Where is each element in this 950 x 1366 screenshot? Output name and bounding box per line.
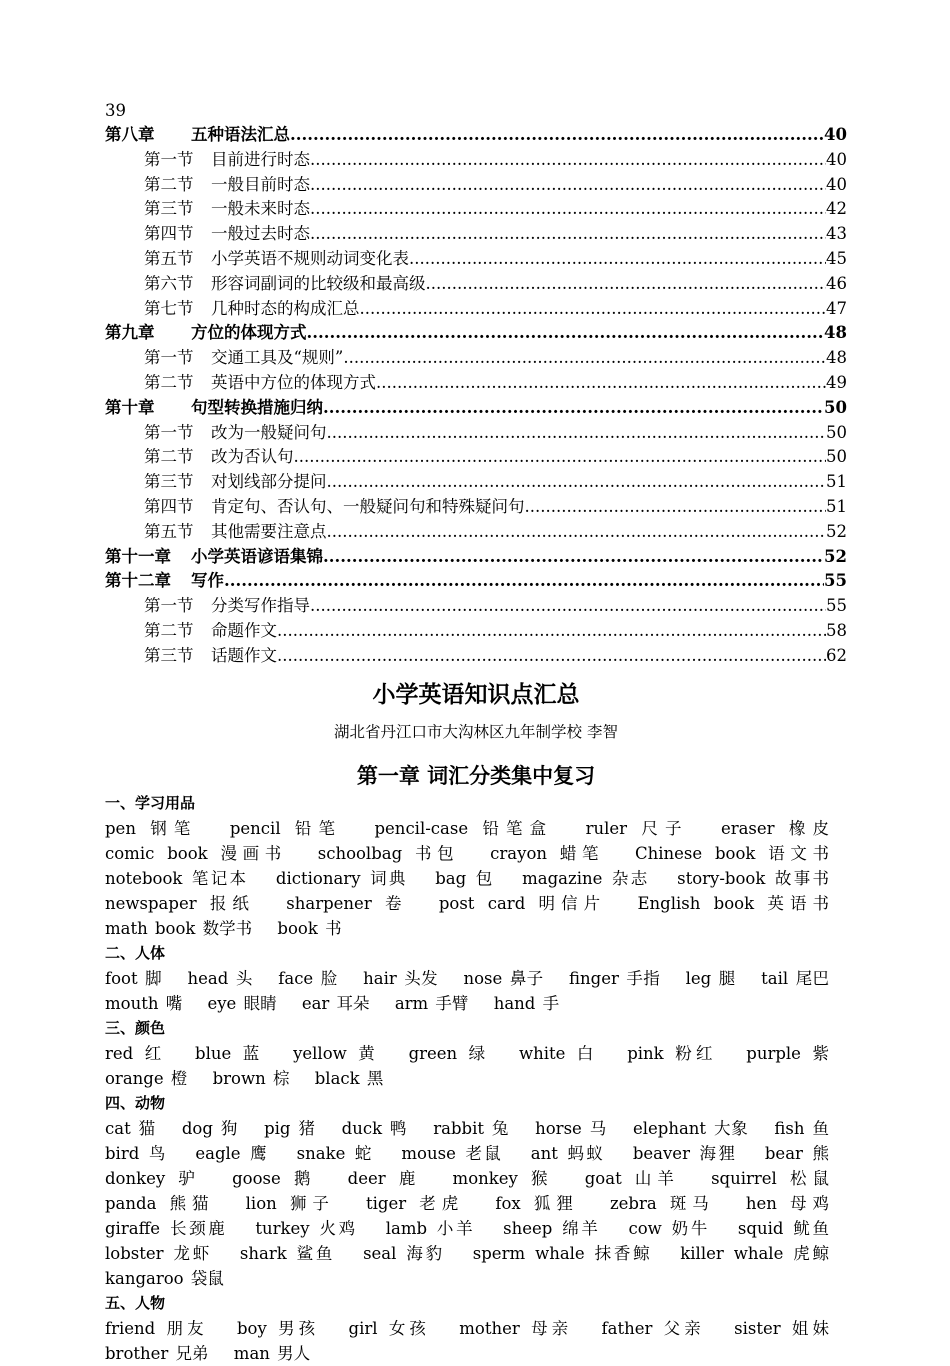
vocabulary-item: fish 鱼 [774, 1118, 829, 1138]
vocabulary-item: zebra 斑马 [609, 1193, 715, 1213]
vocabulary-item: goose 鹅 [232, 1168, 317, 1188]
toc-chapter-row[interactable] [105, 396, 847, 421]
toc-entry-label: 对划线部分提问 [211, 472, 327, 492]
vocabulary-item: ant 蚂蚁 [530, 1143, 606, 1163]
vocabulary-item: lobster 龙虾 [105, 1243, 212, 1263]
vocabulary-item: pen 钢笔 [105, 818, 198, 838]
vocabulary-item: sheep 绵羊 [503, 1218, 601, 1238]
toc-entry-label: 改为一般疑问句 [211, 422, 327, 442]
toc-section-row[interactable] [105, 495, 847, 520]
page-number: 39 [105, 101, 126, 120]
vocabulary-item: head 头 [187, 968, 253, 988]
vocabulary-item: squid 鱿鱼 [737, 1218, 829, 1238]
toc-section-row[interactable] [105, 470, 847, 495]
vocabulary-item: pig 猪 [264, 1118, 316, 1138]
vocabulary-item: duck 鸭 [341, 1118, 408, 1138]
toc-entry-number: 第七节 [144, 298, 194, 318]
toc-section-row[interactable] [105, 272, 847, 297]
toc-section-row[interactable] [105, 148, 847, 173]
vocabulary-item: ruler 尺子 [585, 818, 689, 838]
toc-entry-label: 分类写作指导 [211, 596, 310, 616]
toc-section-row[interactable] [105, 619, 847, 644]
toc-entry-number: 第十一章 [105, 546, 171, 566]
toc-section-row[interactable] [105, 247, 847, 272]
vocabulary-item: finger 手指 [569, 968, 661, 988]
vocabulary-item: newspaper 报纸 [105, 893, 255, 913]
vocabulary-item: tail 尾巴 [761, 968, 830, 988]
vocabulary-item: father 父亲 [601, 1318, 705, 1338]
toc-entry-number: 第十章 [105, 397, 155, 417]
toc-leader-dots [307, 321, 825, 346]
toc-entry-title [105, 569, 224, 594]
toc-entry-number: 第四节 [144, 224, 194, 244]
toc-leader-dots [224, 569, 824, 594]
vocabulary-item: shark 鲨鱼 [239, 1243, 336, 1263]
vocabulary-item: brown 棕 [212, 1068, 290, 1088]
vocabulary-item: orange 橙 [105, 1068, 188, 1088]
vocabulary-item: hair 头发 [363, 968, 438, 988]
vocabulary-item: mother 母亲 [459, 1318, 573, 1338]
toc-page-number: 51 [826, 496, 847, 516]
toc-entry-number: 第二节 [144, 447, 194, 467]
toc-leader-dots [310, 173, 826, 198]
vocabulary-item: comic book 漫画书 [105, 843, 287, 863]
toc-chapter-row[interactable] [105, 569, 847, 594]
vocabulary-item: white 白 [518, 1043, 598, 1063]
toc-entry-title [144, 148, 310, 173]
toc-entry-label: 命题作文 [211, 620, 277, 640]
toc-leader-dots [277, 644, 826, 669]
chapter-title: 第一章 词汇分类集中复习 [356, 762, 596, 788]
toc-entry-number: 第三节 [144, 472, 194, 492]
toc-entry-label: 几种时态的构成汇总 [211, 298, 360, 318]
toc-entry-label: 小学英语不规则动词变化表 [211, 248, 409, 268]
vocabulary-item: ear 耳朵 [301, 993, 370, 1013]
toc-entry-title [144, 644, 277, 669]
toc-entry-label: 写作 [191, 571, 224, 591]
vocabulary-item: red 红 [105, 1043, 166, 1063]
toc-entry-title [144, 594, 310, 619]
toc-entry-label: 肯定句、否认句、一般疑问句和特殊疑问句 [211, 496, 525, 516]
vocabulary-item: cow 奶牛 [628, 1218, 711, 1238]
toc-section-row[interactable] [105, 197, 847, 222]
vocabulary-item: elephant 大象 [632, 1118, 749, 1138]
vocabulary-item: donkey 驴 [105, 1168, 201, 1188]
vocabulary-item: leg 腿 [685, 968, 736, 988]
vocabulary-item: goat 山羊 [584, 1168, 680, 1188]
vocabulary-item: boy 男孩 [236, 1318, 320, 1338]
toc-entry-title [144, 470, 327, 495]
vocabulary-item: crayon 蜡笔 [490, 843, 605, 863]
toc-entry-title [105, 123, 290, 148]
vocabulary-item: blue 蓝 [195, 1043, 264, 1063]
vocabulary-item: pencil 铅笔 [229, 818, 343, 838]
toc-entry-number: 第六节 [144, 273, 194, 293]
toc-leader-dots [290, 123, 824, 148]
toc-entry-number: 第五节 [144, 521, 194, 541]
toc-page-number: 48 [826, 348, 847, 368]
vocabulary-item: turkey 火鸡 [255, 1218, 358, 1238]
toc-entry-title [144, 445, 294, 470]
toc-entry-label: 一般未来时态 [211, 199, 310, 219]
toc-leader-dots [327, 470, 827, 495]
toc-entry-label: 一般目前时态 [211, 174, 310, 194]
vocabulary-item: kangaroo 袋鼠 [105, 1268, 224, 1288]
toc-leader-dots [327, 520, 827, 545]
toc-page-number: 51 [826, 472, 847, 492]
document-page [105, 98, 847, 1366]
toc-section-row[interactable] [105, 445, 847, 470]
toc-section-row[interactable] [105, 644, 847, 669]
vocabulary-item: girl 女孩 [348, 1318, 430, 1338]
toc-page-number: 52 [826, 521, 847, 541]
category-heading: 三、颜色 [105, 1018, 166, 1037]
toc-entry-title [105, 545, 323, 570]
toc-leader-dots [310, 197, 826, 222]
vocabulary-item: hen 母鸡 [745, 1193, 830, 1213]
vocabulary-item: beaver 海狸 [632, 1143, 738, 1163]
vocabulary-item: bear 熊 [764, 1143, 830, 1163]
toc-page-number: 47 [826, 298, 847, 318]
vocabulary-item: green 绿 [408, 1043, 490, 1063]
toc-entry-label: 其他需要注意点 [211, 521, 327, 541]
toc-chapter-row[interactable] [105, 321, 847, 346]
toc-section-row[interactable] [105, 520, 847, 545]
category-heading: 二、人体 [105, 943, 166, 962]
toc-page-number: 58 [826, 620, 847, 640]
toc-entry-label: 方位的体现方式 [191, 323, 307, 343]
vocabulary-item: hand 手 [493, 993, 560, 1013]
toc-entry-number: 第二节 [144, 620, 194, 640]
toc-entry-title [105, 321, 307, 346]
toc-section-row[interactable] [105, 173, 847, 198]
toc-entry-label: 话题作文 [211, 645, 277, 665]
toc-entry-title [144, 247, 409, 272]
toc-section-row[interactable] [105, 346, 847, 371]
toc-entry-title [144, 371, 376, 396]
vocabulary-item: dictionary 词典 [275, 868, 408, 888]
vocabulary-item: eagle 鹰 [195, 1143, 270, 1163]
vocabulary-item: panda 熊猫 [105, 1193, 215, 1213]
vocabulary-item: math book 数学书 [105, 918, 253, 938]
vocabulary-item: friend 朋友 [105, 1318, 208, 1338]
category-heading: 四、动物 [105, 1093, 166, 1112]
vocabulary-item: nose 鼻子 [463, 968, 544, 988]
toc-chapter-row[interactable] [105, 123, 847, 148]
vocabulary-item: brother 兄弟 [105, 1343, 209, 1363]
toc-page-number: 50 [826, 422, 847, 442]
vocabulary-list [105, 816, 847, 941]
toc-entry-label: 目前进行时态 [211, 149, 310, 169]
toc-entry-title [144, 619, 277, 644]
vocabulary-item: schoolbag 书包 [317, 843, 460, 863]
toc-page-number: 50 [826, 447, 847, 467]
toc-entry-label: 形容词副词的比较级和最高级 [211, 273, 426, 293]
toc-entry-label: 一般过去时态 [211, 224, 310, 244]
toc-section-row[interactable] [105, 594, 847, 619]
vocabulary-item: magazine 杂志 [522, 868, 650, 888]
toc-page-number: 55 [826, 596, 847, 616]
vocabulary-item: seal 海豹 [363, 1243, 445, 1263]
vocabulary-item: tiger 老虎 [366, 1193, 465, 1213]
toc-entry-number: 第二节 [144, 174, 194, 194]
vocabulary-item: eye 眼睛 [207, 993, 277, 1013]
vocabulary-item: mouse 老鼠 [401, 1143, 504, 1163]
vocabulary-list [105, 1316, 847, 1366]
toc-page-number: 49 [826, 372, 847, 392]
vocabulary-item: killer whale 虎鲸 [680, 1243, 830, 1263]
category-heading: 一、学习用品 [105, 793, 196, 812]
vocabulary-item: face 脸 [278, 968, 338, 988]
vocabulary-list [105, 1116, 847, 1291]
author-line: 湖北省丹江口市大沟林区九年制学校 李智 [334, 722, 618, 741]
toc-leader-dots [360, 297, 827, 322]
vocabulary-item: monkey 猴 [452, 1168, 554, 1188]
toc-entry-number: 第三节 [144, 645, 194, 665]
vocabulary-item: arm 手臂 [394, 993, 469, 1013]
toc-entry-label: 改为否认句 [211, 447, 294, 467]
vocabulary-item: squirrel 松鼠 [711, 1168, 829, 1188]
toc-section-row[interactable] [105, 222, 847, 247]
toc-section-row[interactable] [105, 297, 847, 322]
toc-entry-label: 交通工具及“规则” [211, 348, 344, 368]
toc-page-number: 40 [826, 174, 847, 194]
toc-page-number: 40 [826, 149, 847, 169]
vocabulary-item: foot 脚 [105, 968, 162, 988]
toc-leader-dots [323, 396, 824, 421]
toc-entry-number: 第一节 [144, 422, 194, 442]
toc-leader-dots [327, 421, 827, 446]
toc-entry-number: 第八章 [105, 125, 155, 144]
vocabulary-list [105, 1041, 847, 1091]
category-heading: 五、人物 [105, 1293, 166, 1312]
vocabulary-item: man 男人 [233, 1343, 311, 1363]
toc-section-row[interactable] [105, 421, 847, 446]
toc-page-number: 52 [824, 546, 847, 566]
toc-leader-dots [310, 594, 826, 619]
toc-entry-number: 第一节 [144, 149, 194, 169]
vocabulary-item: sperm whale 抹香鲸 [472, 1243, 653, 1263]
toc-entry-label: 小学英语谚语集锦 [191, 546, 323, 566]
toc-entry-number: 第十二章 [105, 571, 171, 591]
toc-entry-title [105, 396, 323, 421]
toc-leader-dots [343, 346, 826, 371]
vocabulary-item: lamb 小羊 [385, 1218, 476, 1238]
document-title: 小学英语知识点汇总 [372, 680, 580, 708]
vocabulary-item: purple 紫 [746, 1043, 829, 1063]
toc-entry-label: 五种语法汇总 [191, 125, 290, 144]
toc-page-number: 43 [826, 224, 847, 244]
vocabulary-item: black 黑 [314, 1068, 384, 1088]
toc-section-row[interactable] [105, 371, 847, 396]
vocabulary-item: pencil-case 铅笔盒 [374, 818, 554, 838]
vocabulary-item: sharpener 卷 [286, 893, 408, 913]
toc-entry-title [144, 222, 310, 247]
toc-entry-title [144, 297, 360, 322]
toc-page-number: 62 [826, 645, 847, 665]
toc-leader-dots [277, 619, 826, 644]
toc-entry-number: 第二节 [144, 372, 194, 392]
vocabulary-section [105, 791, 847, 1366]
toc-entry-title [144, 421, 327, 446]
toc-leader-dots [310, 222, 826, 247]
toc-leader-dots [525, 495, 827, 520]
toc-leader-dots [323, 545, 824, 570]
toc-entry-title [144, 495, 525, 520]
vocabulary-item: pink 粉红 [627, 1043, 717, 1063]
vocabulary-item: giraffe 长颈鹿 [105, 1218, 228, 1238]
toc-entry-number: 第一节 [144, 596, 194, 616]
toc-page-number: 42 [826, 199, 847, 219]
table-of-contents [105, 123, 847, 669]
vocabulary-item: post card 明信片 [438, 893, 607, 913]
toc-entry-number: 第四节 [144, 496, 194, 516]
toc-entry-number: 第一节 [144, 348, 194, 368]
toc-entry-title [144, 346, 343, 371]
toc-chapter-row[interactable] [105, 545, 847, 570]
toc-leader-dots [310, 148, 826, 173]
vocabulary-item: Chinese book 语文书 [634, 843, 830, 863]
toc-entry-title [144, 197, 310, 222]
vocabulary-item: horse 马 [535, 1118, 607, 1138]
toc-page-number: 55 [824, 571, 847, 591]
vocabulary-item: story-book 故事书 [677, 868, 830, 888]
toc-page-number: 40 [824, 125, 847, 144]
vocabulary-item: bird 鸟 [105, 1143, 168, 1163]
toc-page-number: 46 [826, 273, 847, 293]
vocabulary-item: notebook 笔记本 [105, 868, 249, 888]
vocabulary-item: mouth 嘴 [105, 993, 183, 1013]
toc-entry-title [144, 520, 327, 545]
toc-entry-number: 第五节 [144, 248, 194, 268]
toc-entry-number: 第九章 [105, 323, 155, 343]
vocabulary-item: book 书 [277, 918, 342, 938]
vocabulary-item: English book 英语书 [637, 893, 829, 913]
vocabulary-list [105, 966, 847, 1016]
toc-page-number: 50 [824, 397, 847, 417]
toc-page-number: 48 [824, 323, 847, 343]
vocabulary-item: eraser 橡皮 [720, 818, 829, 838]
vocabulary-item: bag 包 [435, 868, 495, 888]
toc-leader-dots [409, 247, 826, 272]
vocabulary-item: dog 狗 [181, 1118, 239, 1138]
vocabulary-item: snake 蛇 [296, 1143, 374, 1163]
vocabulary-item: cat 猫 [105, 1118, 156, 1138]
vocabulary-item: sister 姐妹 [734, 1318, 829, 1338]
toc-leader-dots [376, 371, 826, 396]
toc-leader-dots [294, 445, 827, 470]
toc-entry-label: 英语中方位的体现方式 [211, 372, 376, 392]
toc-page-number: 45 [826, 248, 847, 268]
toc-leader-dots [426, 272, 827, 297]
toc-entry-number: 第三节 [144, 199, 194, 219]
vocabulary-item: fox 狐狸 [495, 1193, 579, 1213]
toc-entry-title [144, 272, 426, 297]
toc-entry-label: 句型转换措施归纳 [191, 397, 323, 417]
vocabulary-item: yellow 黄 [293, 1043, 380, 1063]
toc-entry-title [144, 173, 310, 198]
vocabulary-item: lion 狮子 [245, 1193, 335, 1213]
vocabulary-item: deer 鹿 [347, 1168, 422, 1188]
vocabulary-item: rabbit 兔 [433, 1118, 510, 1138]
